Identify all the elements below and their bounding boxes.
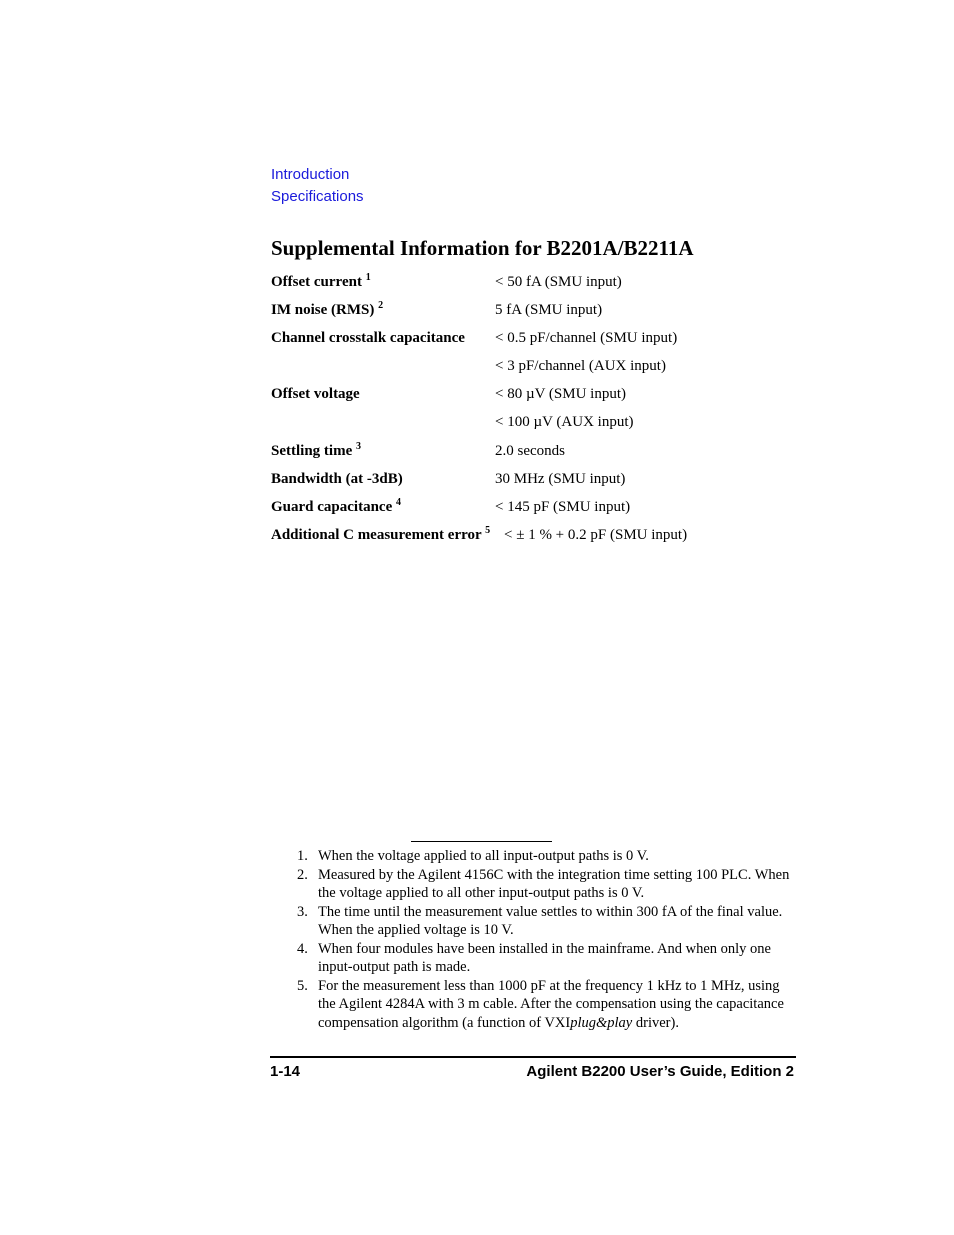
footnote-item <box>297 977 797 1033</box>
footnote-ref[interactable]: 3 <box>355 440 361 452</box>
footnote-ref[interactable]: 4 <box>396 496 401 508</box>
spec-row <box>271 465 791 493</box>
spec-value: 30 MHz (SMU input) <box>495 470 626 487</box>
breadcrumb-link-introduction[interactable]: Introduction <box>271 166 350 183</box>
breadcrumb-link-specifications[interactable]: Specifications <box>271 188 364 205</box>
spec-label-text: Guard capacitance <box>271 498 393 515</box>
footer-divider <box>270 1056 796 1058</box>
footnote-text: Measured by the Agilent 4156C with the integration time setting 100 PLC. When the voltage applied to all other input-output paths is 0 V. <box>318 866 790 901</box>
spec-label <box>271 296 383 324</box>
footnote-text: When four modules have been installed in the mainframe. And when only one input-output path is made. <box>318 940 771 975</box>
spec-row <box>271 380 791 408</box>
spec-value: 2.0 seconds <box>495 442 565 459</box>
footnote-number: 3. <box>297 903 308 920</box>
spec-label <box>271 324 465 352</box>
spec-label-text: Bandwidth (at -3dB) <box>271 470 403 487</box>
footnote-italic-term: plug&play <box>570 1014 633 1031</box>
footnote-number: 1. <box>297 848 308 864</box>
spec-row <box>271 408 791 436</box>
footnote-item <box>297 903 797 940</box>
spec-value: < 145 pF (SMU input) <box>495 498 631 515</box>
spec-row <box>271 352 791 380</box>
footnote-ref[interactable]: 1 <box>365 272 371 283</box>
spec-label-text: Channel crosstalk capacitance <box>271 330 465 347</box>
spec-value: < ± 1 % + 0.2 pF (SMU input) <box>504 526 688 543</box>
footnote-text-tail: driver). <box>632 1014 679 1031</box>
spec-label <box>271 437 361 465</box>
spec-row <box>271 268 791 296</box>
spec-value: < 100 µV (AUX input) <box>495 414 634 431</box>
spec-value: < 3 pF/channel (AUX input) <box>495 358 666 375</box>
footnote-number: 5. <box>297 977 308 994</box>
spec-label-text: Offset voltage <box>271 386 360 403</box>
footnote-ref[interactable]: 5 <box>485 524 491 536</box>
footnote-divider <box>411 841 552 842</box>
spec-value: < 0.5 pF/channel (SMU input) <box>495 330 678 347</box>
guide-title: Agilent B2200 User’s Guide, Edition 2 <box>526 1063 794 1080</box>
footnote-text: When the voltage applied to all input-output paths is 0 V. <box>318 848 649 864</box>
breadcrumb <box>271 164 364 208</box>
footnote-ref[interactable]: 2 <box>378 300 384 312</box>
page-number: 1-14 <box>270 1063 301 1080</box>
footnote-item <box>297 940 797 977</box>
footnote-number: 2. <box>297 866 308 883</box>
spec-label-text: Additional C measurement error <box>271 526 482 543</box>
spec-row <box>271 324 791 352</box>
spec-value: < 50 fA (SMU input) <box>495 274 622 290</box>
spec-value: < 80 µV (SMU input) <box>495 386 627 403</box>
footnote-list <box>297 847 797 1032</box>
spec-label <box>271 493 401 521</box>
spec-row <box>271 521 791 549</box>
footnote-text: For the measurement less than 1000 pF at the frequency 1 kHz to 1 MHz, using the Agilent 4284A with 3 m cable. After the compensation using the capacitance compensation algorithm (a function of VXI <box>318 977 784 1031</box>
spec-table <box>271 268 791 549</box>
spec-row <box>271 296 791 324</box>
spec-label <box>271 521 490 549</box>
footnote-item <box>297 847 797 866</box>
spec-label-text: IM noise (RMS) <box>271 302 375 319</box>
spec-row <box>271 493 791 521</box>
spec-value: 5 fA (SMU input) <box>495 302 603 319</box>
spec-label-text: Settling time <box>271 442 353 459</box>
spec-label <box>271 465 403 493</box>
page-title: Supplemental Information for B2201A/B2211A <box>271 236 694 260</box>
footnote-item <box>297 866 797 903</box>
footnote-text: The time until the measurement value settles to within 300 fA of the final value. When the applied voltage is 10 V. <box>318 903 783 938</box>
spec-label-text: Offset current <box>271 274 362 290</box>
spec-label <box>271 268 371 296</box>
footnote-number: 4. <box>297 940 308 957</box>
spec-label <box>271 380 360 408</box>
spec-row <box>271 437 791 465</box>
